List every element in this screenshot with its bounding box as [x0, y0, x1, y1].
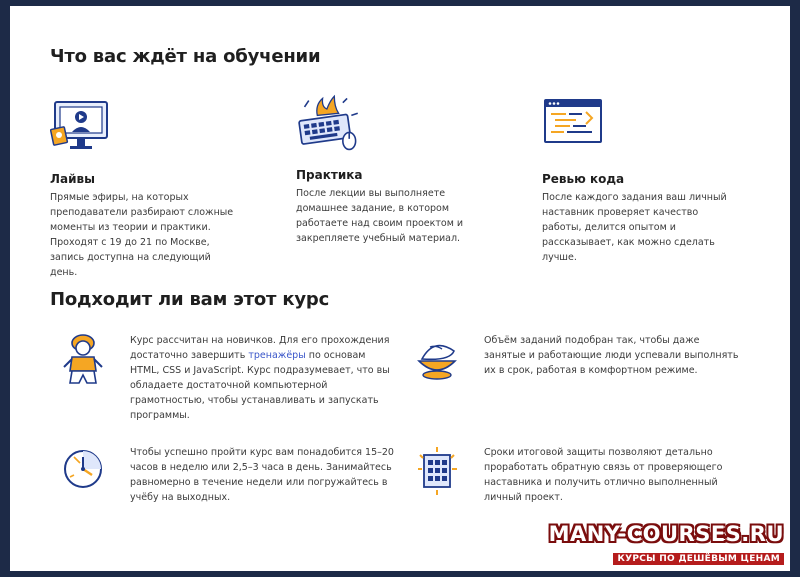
feature-review-text: После каждого задания ваш личный наставник проверяет качество работы, делится опытом и рассказывает, как можно сделать лучше. — [542, 192, 727, 263]
watermark-sub: КУРСЫ ПО ДЕШЁВЫМ ЦЕНАМ — [613, 553, 784, 565]
fit-item-beginners-text — [130, 333, 395, 423]
feature-practice-text: После лекции вы выполняете домашнее задание, в котором работаете над своим проектом и закрепляете учебный материал. — [296, 188, 464, 244]
calendar-icon — [414, 445, 460, 497]
clock-icon — [60, 445, 106, 497]
feature-live-text: Прямые эфиры, на которых преподаватели разбирают сложные моменты из теории и практики. Проходят с 19 до 21 по Москве, запись доступна на следующий день. — [50, 192, 234, 278]
section-title-learning: Что вас ждёт на обучении — [50, 46, 321, 67]
feature-practice — [296, 92, 486, 246]
fit-text-after: по основам HTML, CSS и JavaScript. Курс подразумевает, что вы обладаете достаточной компьютерной грамотностью, чтобы устанавливать и запускать программы. — [130, 350, 390, 421]
keyboard-practice-icon — [296, 92, 362, 158]
watermark — [549, 522, 784, 565]
fit-item-workload-text: Объём заданий подобран так, чтобы даже занятые и работающие люди успевали выполнять их в срок, работая в комфортном режиме. — [484, 335, 739, 376]
watermark-main: MANY-COURSES.RU — [548, 522, 784, 546]
fit-item-beginners — [60, 333, 390, 423]
section-title-fit: Подходит ли вам этот курс — [50, 289, 330, 310]
feature-live-title: Лайвы — [50, 172, 95, 186]
fit-item-deadline-text: Сроки итоговой защиты позволяют детально проработать обратную связь от проверяющего наставника и получить отлично выполненный личный проект. — [484, 447, 723, 503]
bowl-icon — [414, 333, 460, 385]
feature-review — [542, 98, 732, 265]
feature-live — [50, 98, 240, 280]
fit-item-workload — [414, 333, 744, 393]
fit-text-before: Курс рассчитан на новичков. Для его прохождения достаточно завершить — [130, 335, 390, 361]
fit-item-deadline — [414, 445, 744, 515]
code-review-icon — [542, 98, 604, 160]
feature-review-title: Ревью кода — [542, 172, 625, 186]
content-card — [10, 6, 790, 571]
fit-item-hours — [60, 445, 394, 515]
beginner-icon — [60, 333, 106, 385]
fit-item-hours-text: Чтобы успешно пройти курс вам понадобится 15–20 часов в неделю или 2,5–3 часа в день. Занимайтесь равномерно в течение недели или погружайтесь в учёбу на выходных. — [130, 447, 394, 503]
feature-practice-title: Практика — [296, 168, 363, 182]
live-stream-icon — [50, 98, 112, 160]
trainers-link[interactable]: тренажёры — [248, 350, 306, 361]
